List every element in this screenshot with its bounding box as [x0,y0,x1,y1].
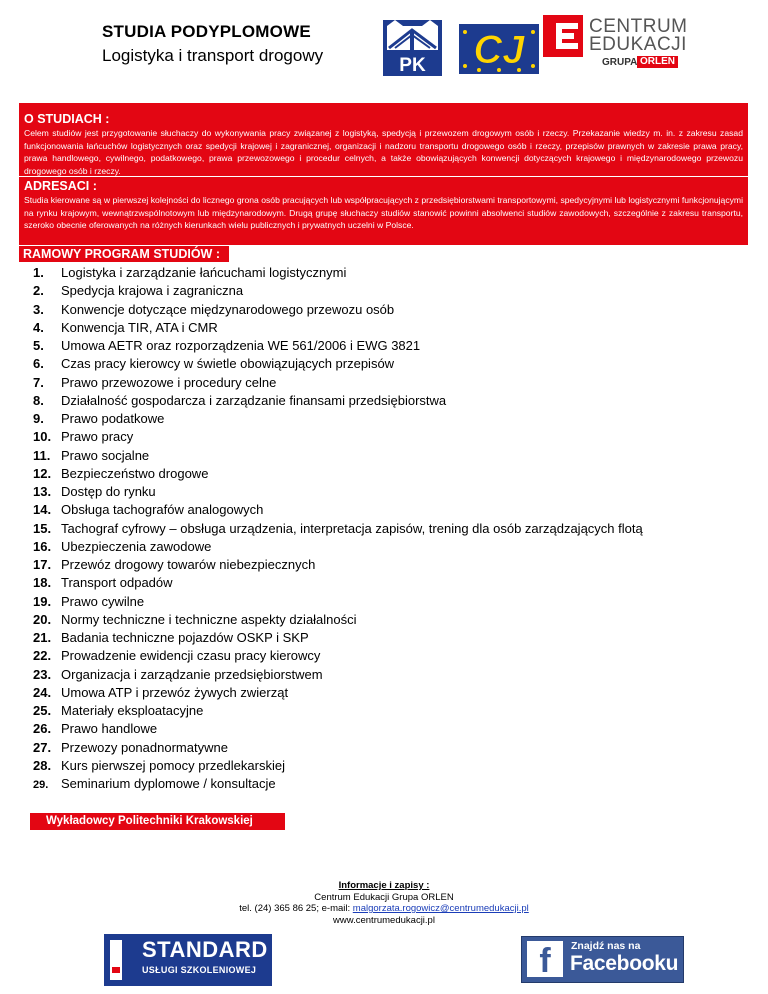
program-item-label: Prawo podatkowe [61,411,165,426]
program-item-label: Seminarium dyplomowe / konsultacje [61,776,276,791]
program-item [33,629,643,647]
program-item-label: Konwencje dotyczące międzynarodowego przewozu osób [61,301,395,317]
audience-section [19,177,748,245]
program-item [33,282,643,300]
program-item-label: Przewóz drogowy towarów niebezpiecznych [61,557,316,572]
program-item-label: Umowa ATP i przewóz żywych zwierząt [61,684,289,700]
program-item-number: 17. [33,557,52,572]
politechnika-krakowska-logo [381,18,444,78]
program-item-label: Przewozy ponadnormatywne [61,739,228,755]
program-item-number: 26. [33,721,52,737]
cj-logo [459,18,539,80]
program-item [33,319,643,337]
page-title: STUDIA PODYPLOMOWE [102,22,311,41]
program-item-number: 10. [33,429,52,445]
contact-website[interactable]: www.centrumedukacji.pl [333,914,435,926]
program-item-number: 13. [33,484,52,499]
program-item-label: Prawo cywilne [61,593,145,609]
facebook-icon: f [527,941,563,977]
program-item-label: Materiały eksploatacyjne [61,703,204,718]
program-item [33,410,643,428]
program-item-number: 1. [33,265,44,280]
about-section [19,103,748,176]
program-list [33,264,643,793]
contact-phone: tel. (24) 365 86 25; e-mail: [239,903,353,914]
standard-uslugi-badge [104,934,272,986]
program-item [33,501,643,519]
program-item-number: 29. [33,779,49,791]
program-item-number: 14. [33,502,52,518]
program-item-label: Prawo pracy [61,429,134,445]
centrum-edukacji-mark-icon [543,15,583,57]
program-item-label: Organizacja i zarządzanie przedsiębiorstwem [61,666,323,682]
standard-badge-sub: USŁUGI SZKOLENIOWEJ [142,965,257,975]
program-item-label: Konwencja TIR, ATA i CMR [61,319,218,335]
program-item-number: 4. [33,319,44,335]
program-item-number: 11. [33,447,51,463]
program-item [33,337,643,355]
contact-org: Centrum Edukacji Grupa ORLEN [314,891,454,903]
program-item [33,520,643,538]
program-item-label: Logistyka i zarządzanie łańcuchami logistycznymi [61,265,347,280]
program-item [33,355,643,373]
flag-red-stripe [112,967,120,973]
program-item-number: 5. [33,338,44,353]
cj-logo-text: CJ [473,28,525,72]
program-item-number: 15. [33,520,52,536]
program-item-label: Kurs pierwszej pomocy przedlekarskiej [61,757,285,773]
program-item-number: 22. [33,648,52,664]
program-item [33,374,643,392]
program-item-number: 19. [33,593,52,609]
centrum-logo-line2: EDUKACJI [589,34,687,55]
program-item-label: Dostęp do rynku [61,484,156,499]
facebook-badge-main: Facebooku [570,952,679,975]
program-item-number: 24. [33,684,52,700]
program-item-label: Ubezpieczenia zawodowe [61,538,212,554]
program-item [33,556,643,574]
program-title: RAMOWY PROGRAM STUDIÓW : [19,246,229,262]
program-item [33,574,643,592]
program-item [33,702,643,720]
program-item-label: Umowa AETR oraz rozporządzenia WE 561/2006 i EWG 3821 [61,338,421,353]
program-item-number: 20. [33,611,52,627]
program-item-label: Prawo socjalne [61,447,150,463]
contact-line [0,903,768,915]
program-item-number: 9. [33,411,44,426]
program-item [33,757,643,775]
page-subtitle: Logistyka i transport drogowy [102,46,324,65]
program-item-label: Transport odpadów [61,575,173,591]
program-item [33,647,643,665]
program-item [33,428,643,446]
program-item-number: 21. [33,630,52,645]
program-item [33,465,643,483]
audience-title: ADRESACI : [24,179,97,193]
program-item [33,301,643,319]
audience-text: Studia kierowane są w pierwszej kolejności do licznego grona osób pracujących lub współpracujących z przedsiębiorstwami transportowymi, spedycyjnymi lub logistycznymi funkcjonującymi na rynku krajowym, wewnątrzwspólnotowym lub międzynarodowym. Drugą grupę słuchaczy studiów stanowić powinni absolwenci studiów zawodowych, szczególnie z zakresu transportu, szeroko obecnie oferowanych na różnych kierunkach wielu publicznych i prywatnych uczelni w Polsce. [24,195,743,231]
lecturers-banner: Wykładowcy Politechniki Krakowskiej [30,813,285,830]
facebook-badge[interactable] [521,936,684,983]
program-item-number: 12. [33,465,52,481]
facebook-badge-top: Znajdź nas na [571,940,641,952]
program-item [33,538,643,556]
program-item [33,684,643,702]
program-item-label: Działalność gospodarcza i zarządzanie finansami przedsiębiorstwa [61,392,447,408]
program-item-label: Normy techniczne i techniczne aspekty działalności [61,611,357,627]
program-item-number: 23. [33,666,52,682]
standard-badge-main: STANDARD [142,937,268,962]
program-item-number: 27. [33,739,52,755]
program-item-number: 16. [33,538,52,554]
about-text: Celem studiów jest przygotowanie słuchaczy do wykonywania pracy związanej z logistyką, spedycją i przewozem drogowym osób i rzeczy. Przekazanie wiedzy m. in. z zakresu zasad funkcjonowania łańcuchów logistycznych oraz spedycji krajowej i zagranicznej, organizacji i nadzoru transportu drogowego osób i rzeczy, przepisów prawnych w zakresie prawa pracy, prawa handlowego, cywilnego, podatkowego, prawa przewozowego i procedur celnych, a także obowiązujących konwencji dotyczących krajowego i międzynarodowego przewozu drogowego osób i rzeczy. [24,128,743,176]
contact-info [0,880,768,926]
program-item-label: Obsługa tachografów analogowych [61,502,264,518]
program-item [33,739,643,757]
program-item-number: 18. [33,575,52,591]
program-item-label: Czas pracy kierowcy w świetle obowiązujących przepisów [61,356,395,372]
centrum-edukacji-logo [543,15,688,71]
pk-logo-text: PK [399,55,426,76]
program-item [33,720,643,738]
centrum-logo-orlen: ORLEN [637,56,678,68]
program-item-label: Spedycja krajowa i zagraniczna [61,283,244,299]
contact-email-link[interactable]: malgorzata.rogowicz@centrumedukacji.pl [352,903,529,914]
program-item-number: 6. [33,356,44,372]
contact-title: Informacje i zapisy : [338,880,430,891]
program-item [33,593,643,611]
program-item [33,775,643,793]
program-item [33,666,643,684]
program-item [33,447,643,465]
centrum-logo-grupa: GRUPA [602,57,638,68]
program-item [33,611,643,629]
program-item-label: Prawo handlowe [61,721,158,737]
polish-flag-icon [110,940,122,980]
program-item-number: 25. [33,703,52,718]
program-item-label: Tachograf cyfrowy – obsługa urządzenia, interpretacja zapisów, trening dla osób zarządzających flotą [61,520,643,536]
program-item-number: 2. [33,283,44,299]
program-item [33,264,643,282]
program-item-label: Bezpieczeństwo drogowe [61,465,209,481]
program-item-number: 7. [33,374,44,390]
centrum-logo-line1: CENTRUM [589,16,688,37]
program-item-label: Prowadzenie ewidencji czasu pracy kierowcy [61,648,321,664]
program-item-label: Prawo przewozowe i procedury celne [61,374,277,390]
about-title: O STUDIACH : [24,112,110,126]
program-item-number: 3. [33,301,44,317]
program-item [33,392,643,410]
program-item-label: Badania techniczne pojazdów OSKP i SKP [61,630,309,645]
program-item-number: 28. [33,757,52,773]
program-item [33,483,643,501]
program-item-number: 8. [33,392,44,408]
